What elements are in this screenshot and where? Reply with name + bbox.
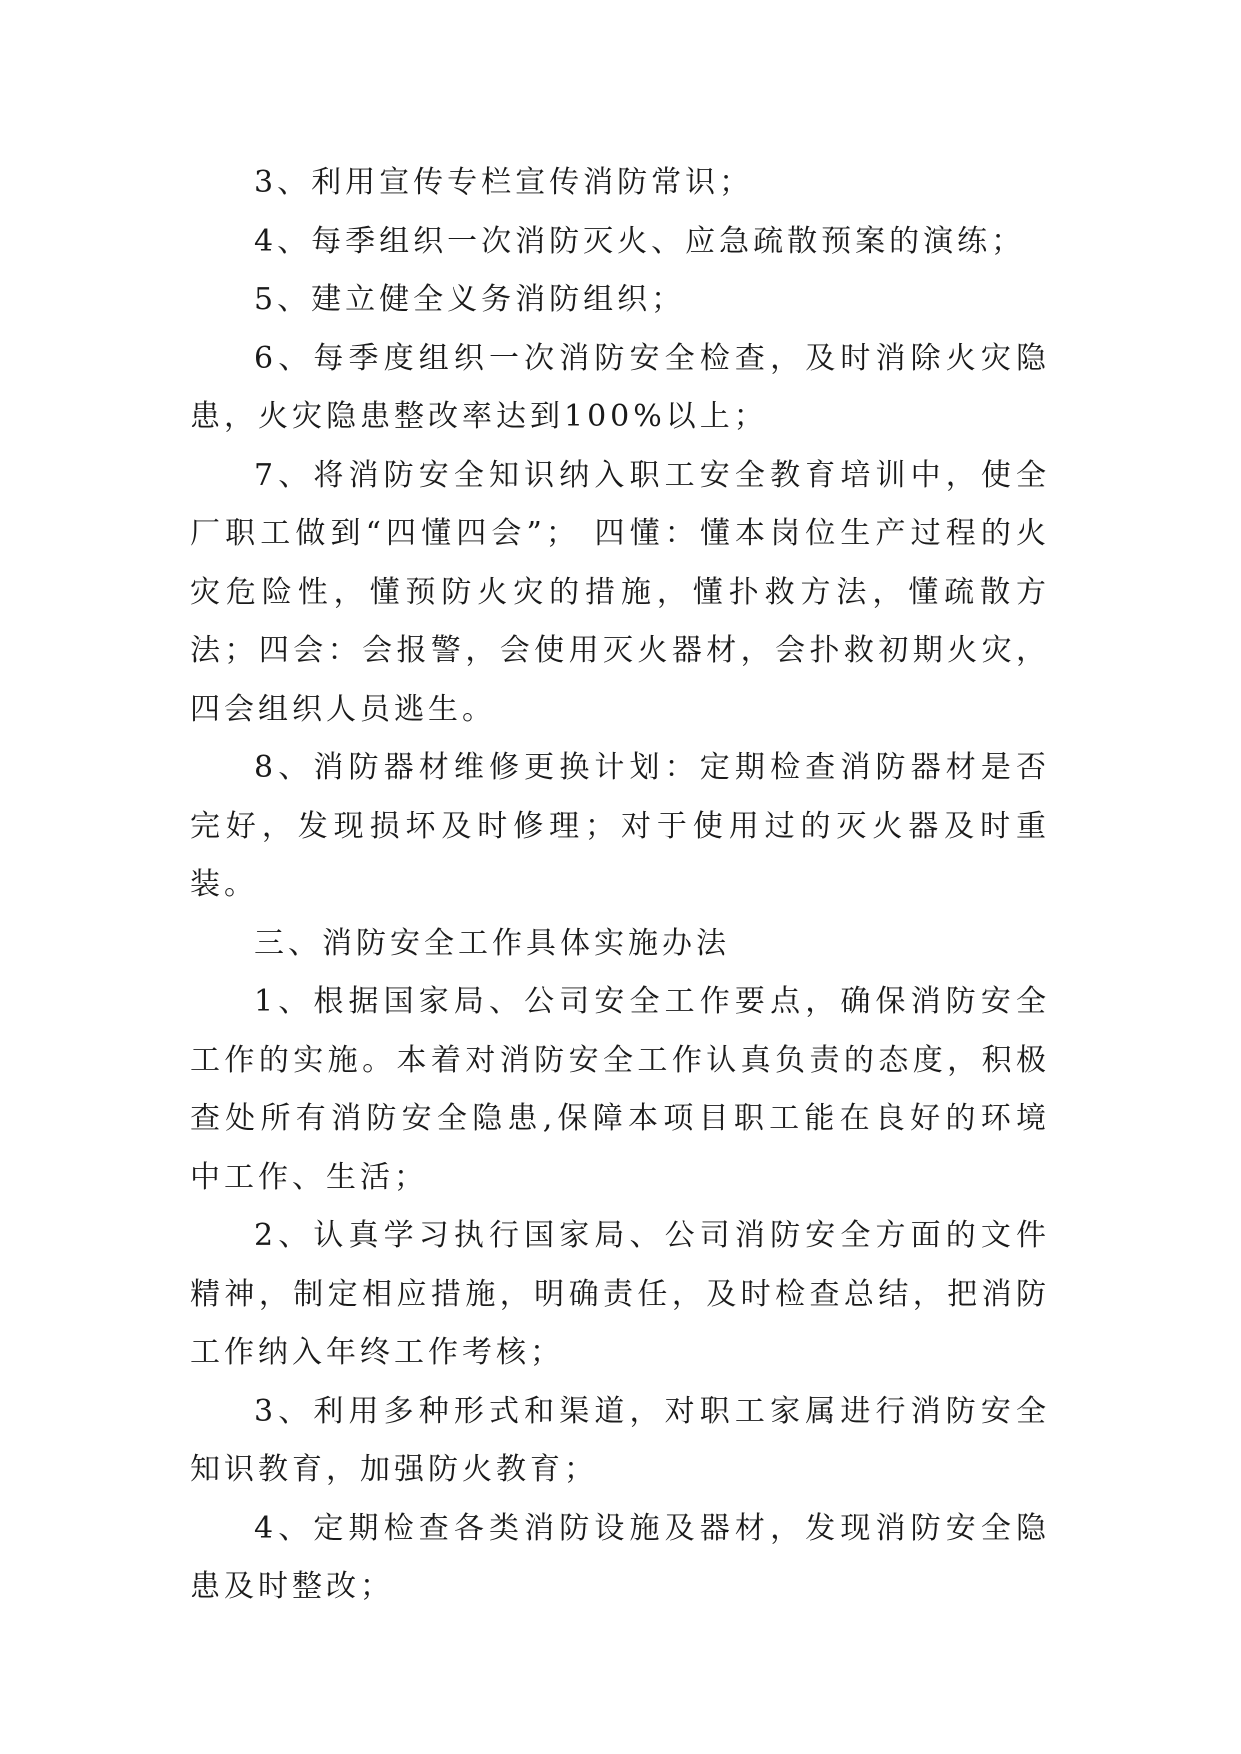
document-body bbox=[190, 154, 1050, 1617]
paragraph-method-3: 3、利用多种形式和渠道，对职工家属进行消防安全知识教育，加强防火教育； bbox=[190, 1393, 1050, 1487]
paragraph-method-1: 1、根据国家局、公司安全工作要点，确保消防安全工作的实施。本着对消防安全工作认真负责的态度，积极查处所有消防安全隐患,保障本项目职工能在良好的环境中工作、生活； bbox=[190, 984, 1050, 1195]
paragraph-item-6: 6、每季度组织一次消防安全检查，及时消除火灾隐患，火灾隐患整改率达到100%以上； bbox=[190, 340, 1050, 434]
paragraph-method-4: 4、定期检查各类消防设施及器材，发现消防安全隐患及时整改； bbox=[190, 1510, 1050, 1604]
paragraph-item-8: 8、消防器材维修更换计划：定期检查消防器材是否完好，发现损坏及时修理；对于使用过的灭火器及时重装。 bbox=[190, 750, 1050, 902]
paragraph-item-4: 4、每季组织一次消防灭火、应急疏散预案的演练； bbox=[254, 223, 1026, 259]
paragraph-item-5: 5、建立健全义务消防组织； bbox=[254, 282, 686, 317]
section-heading: 三、消防安全工作具体实施办法 bbox=[254, 925, 730, 961]
paragraph-item-7: 7、将消防安全知识纳入职工安全教育培训中，使全厂职工做到“四懂四会”； 四懂：懂本岗位生产过程的火灾危险性，懂预防火灾的措施，懂扑救方法，懂疏散方法；四会：会报警，会使用灭火器材，会扑救初期火灾，四会组织人员逃生。 bbox=[190, 457, 1050, 727]
paragraph-method-2: 2、认真学习执行国家局、公司消防安全方面的文件精神，制定相应措施，明确责任，及时检查总结，把消防工作纳入年终工作考核； bbox=[190, 1218, 1050, 1370]
paragraph-item-3: 3、利用宣传专栏宣传消防常识； bbox=[254, 165, 754, 200]
